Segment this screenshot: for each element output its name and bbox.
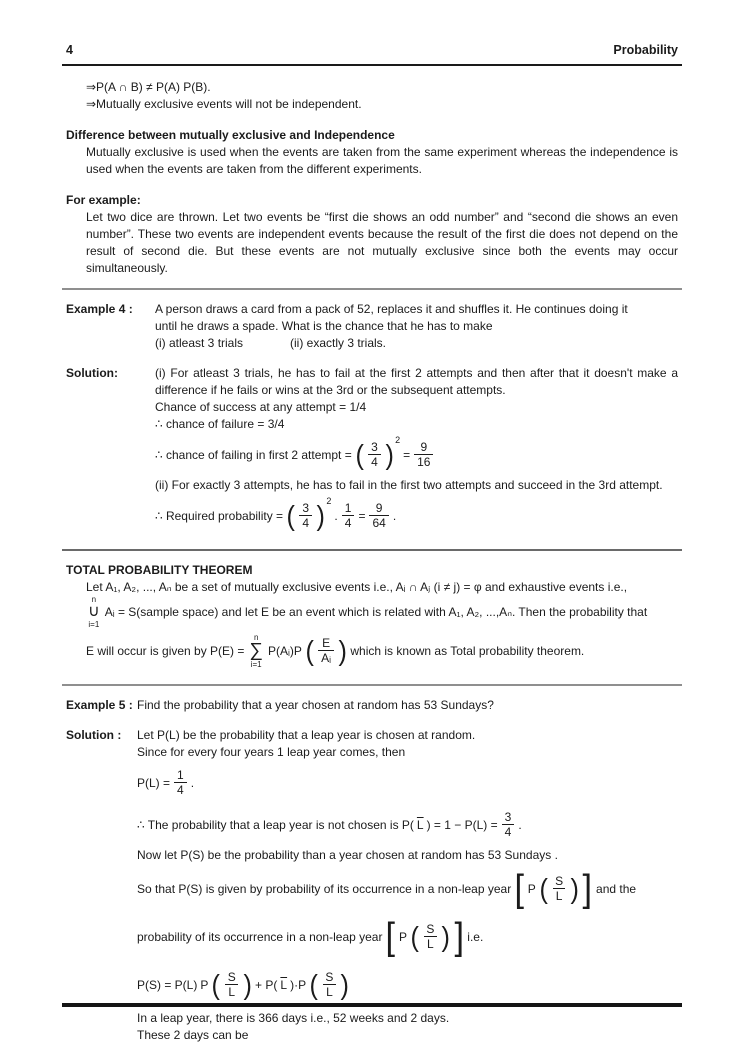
chance-success-line: Chance of success at any attempt = 1/4 bbox=[155, 400, 367, 414]
page-header bbox=[0, 0, 744, 64]
example4-question-line1: A person draws a card from a pack of 52, replaces it and shuffles it. He continues doing it bbox=[155, 302, 628, 316]
theorem-line-3-text-a: E will occur is given by P(E) = bbox=[86, 643, 245, 658]
failing-formula bbox=[155, 435, 678, 475]
fraction-nine-sixteenths: $\frac{9}{16}$ bbox=[414, 440, 433, 470]
ps-text-3: )·P bbox=[290, 977, 307, 992]
not-chosen-mid: ) = 1 − P(L) = bbox=[426, 817, 498, 832]
example5-line-2: Since for every four years 1 leap year comes, then bbox=[137, 745, 406, 759]
right-paren-icon: ) bbox=[316, 500, 325, 531]
equals-sign: = bbox=[403, 447, 411, 462]
intro-block bbox=[66, 79, 678, 113]
right-paren-icon: ) bbox=[441, 921, 451, 952]
left-bracket-icon: [ bbox=[385, 916, 396, 958]
chance-failure-line: ∴ chance of failure = 3/4 bbox=[155, 417, 285, 431]
left-paren-icon: ( bbox=[305, 635, 314, 666]
exponent: 2 bbox=[395, 435, 401, 445]
ps-formula bbox=[137, 962, 678, 1008]
theorem-line-3-text-b: P(Aᵢ)P bbox=[267, 643, 302, 658]
fraction-three-fourths: $\frac{3}{4}$ bbox=[368, 440, 381, 470]
divider-above-example5 bbox=[62, 684, 682, 686]
ps-text-2: + P( bbox=[255, 977, 278, 992]
theorem-line-3-text-c: which is known as Total probability theorem. bbox=[350, 643, 585, 658]
period: . bbox=[518, 817, 522, 832]
ps-text-1: P(S) = P(L) bbox=[137, 977, 198, 992]
page-content bbox=[0, 79, 744, 1044]
example4-solution-para-i: (i) For atleast 3 trials, he has to fail at the first 2 attempts and then after that it doesn't make a difference if he fails or wins at the 3rd or the subsequent attempts. bbox=[155, 366, 678, 397]
pl-prefix: P(L) = bbox=[137, 775, 171, 790]
example4-part-ii: (ii) exactly 3 trials. bbox=[290, 336, 387, 350]
fraction-s-over-lbar: $\frac{S}{L}$ bbox=[322, 970, 336, 1000]
not-chosen-prefix: ∴ The probability that a leap year is not chosen is P( bbox=[137, 817, 414, 832]
example4-question-block bbox=[66, 301, 678, 352]
example4-part-i: (i) atleast 3 trials bbox=[155, 336, 244, 350]
example5-solution-body bbox=[137, 727, 678, 1044]
l-bar: $\overline{L}$ bbox=[280, 977, 288, 992]
example5-line-1: Let P(L) be the probability that a leap year is chosen at random. bbox=[137, 728, 476, 742]
example5-label: Example 5 : bbox=[66, 698, 133, 712]
example4-solution-block bbox=[66, 365, 678, 538]
theorem-heading: TOTAL PROBABILITY THEOREM bbox=[66, 563, 253, 577]
fraction-s-over-l: $\frac{S}{L}$ bbox=[225, 970, 239, 1000]
footer-rule bbox=[62, 1003, 682, 1007]
right-paren-icon: ) bbox=[570, 873, 579, 904]
fraction-e-over-ai: $\frac{E}{\text{Aᵢ}}$ bbox=[318, 636, 334, 666]
union-operator-icon: n ∪ i=1 bbox=[88, 595, 100, 629]
difference-body: Mutually exclusive is used when the events are taken from the same experiment whereas the independence is used when the events are taken from the different experiments. bbox=[86, 145, 678, 176]
page-number: 4 bbox=[66, 43, 73, 57]
example5-question: Find the probability that a year chosen at random has 53 Sundays? bbox=[137, 698, 494, 712]
example4-solution-para-ii: (ii) For exactly 3 attempts, he has to fail in the first two attempts and succeed in the 3rd attempt. bbox=[155, 478, 663, 492]
left-paren-icon: ( bbox=[355, 439, 364, 470]
p-symbol: P bbox=[527, 881, 536, 896]
example4-parts bbox=[155, 335, 678, 352]
example5-leap-line: In a leap year, there is 366 days i.e., 52 weeks and 2 days. bbox=[137, 1011, 450, 1025]
right-paren-icon: ) bbox=[243, 969, 252, 1000]
example4-solution-label: Solution: bbox=[66, 366, 118, 380]
fraction-s-over-l: $\frac{S}{L}$ bbox=[552, 874, 566, 904]
header-title: Probability bbox=[613, 43, 678, 57]
intro-line-2: ⇒Mutually exclusive events will not be independent. bbox=[86, 97, 362, 111]
divider-above-theorem bbox=[62, 549, 682, 551]
example4-solution-body bbox=[155, 365, 678, 538]
for-example-body: Let two dice are thrown. Let two events be “first die shows an odd number” and “second die shows an even number”. These two events are independent events because the result of the first die does not depend on the result of second die. But these events are not mutually exclusive since both the events may occur simultaneously. bbox=[86, 210, 678, 275]
example5-these-line: These 2 days can be bbox=[137, 1028, 249, 1042]
fraction-one-fourth: $\frac{1}{4}$ bbox=[174, 768, 187, 798]
right-bracket-icon: ] bbox=[582, 868, 593, 910]
so-that-suffix: and the bbox=[596, 881, 637, 896]
p-symbol: P bbox=[200, 977, 209, 992]
fraction-three-fourths: $\frac{3}{4}$ bbox=[299, 501, 312, 531]
occurrence-line bbox=[137, 914, 678, 960]
fraction-nine-sixtyfourths: $\frac{9}{64}$ bbox=[369, 501, 388, 531]
theorem-line-2-text: Aᵢ = S(sample space) and let E be an event which is related with A₁, A₂, ...,Aₙ. Then the probability that bbox=[104, 605, 648, 619]
example5-solution-block bbox=[66, 727, 678, 1044]
not-chosen-formula bbox=[137, 805, 678, 845]
occurrence-suffix: i.e. bbox=[467, 929, 484, 944]
left-paren-icon: ( bbox=[211, 969, 221, 1000]
fraction-s-over-lbar: $\frac{S}{L}$ bbox=[423, 922, 437, 952]
theorem-line-3 bbox=[86, 629, 678, 673]
required-prefix: ∴ Required probability = bbox=[155, 508, 284, 523]
fraction-three-fourths: $\frac{3}{4}$ bbox=[502, 810, 515, 840]
example5-solution-label: Solution : bbox=[66, 728, 122, 742]
right-paren-icon: ) bbox=[385, 439, 394, 470]
example4-question-body bbox=[155, 301, 678, 352]
multiplication-dot: . bbox=[334, 508, 338, 523]
left-paren-icon: ( bbox=[309, 969, 318, 1000]
example4-label: Example 4 : bbox=[66, 302, 133, 316]
p-symbol: P bbox=[399, 929, 408, 944]
divider-above-example4 bbox=[62, 288, 682, 290]
header-rule bbox=[62, 64, 682, 66]
pl-formula bbox=[137, 763, 678, 803]
theorem-body bbox=[66, 579, 678, 673]
so-that-line bbox=[137, 866, 678, 912]
left-paren-icon: ( bbox=[410, 921, 419, 952]
difference-heading: Difference between mutually exclusive and Independence bbox=[66, 128, 395, 142]
failing-formula-prefix: ∴ chance of failing in first 2 attempt = bbox=[155, 447, 352, 462]
theorem-line-2 bbox=[86, 596, 678, 629]
theorem-line-1: Let A₁, A₂, ..., Aₙ be a set of mutually exclusive events i.e., Aᵢ ∩ Aⱼ (i ≠ j) = φ and exhaustive events i.e., bbox=[86, 580, 628, 594]
left-paren-icon: ( bbox=[539, 873, 548, 904]
occurrence-text: probability of its occurrence in a non-leap year bbox=[137, 929, 383, 944]
period: . bbox=[392, 508, 397, 523]
example4-question-line2: until he draws a spade. What is the chance that he has to make bbox=[155, 319, 493, 333]
fraction-one-fourth: $\frac{1}{4}$ bbox=[342, 501, 355, 531]
example5-question-block bbox=[66, 697, 678, 714]
period: . bbox=[190, 775, 195, 790]
left-paren-icon: ( bbox=[286, 500, 295, 531]
example5-now-line: Now let P(S) be the probability than a year chosen at random has 53 Sundays . bbox=[137, 848, 558, 862]
right-paren-icon: ) bbox=[338, 635, 347, 666]
for-example-heading: For example: bbox=[66, 193, 141, 207]
right-paren-icon: ) bbox=[340, 969, 350, 1000]
left-bracket-icon: [ bbox=[514, 868, 525, 910]
summation-operator-icon: n ∑ i=1 bbox=[249, 632, 263, 669]
right-bracket-icon: ] bbox=[454, 916, 464, 958]
l-bar: $\overline{L}$ bbox=[416, 817, 424, 832]
exponent: 2 bbox=[326, 496, 332, 506]
equals-sign: = bbox=[358, 508, 366, 523]
intro-line-1: ⇒P(A ∩ B) ≠ P(A) P(B). bbox=[86, 80, 211, 94]
so-that-text: So that P(S) is given by probability of its occurrence in a non-leap year bbox=[137, 881, 512, 896]
required-probability-formula bbox=[155, 496, 678, 536]
